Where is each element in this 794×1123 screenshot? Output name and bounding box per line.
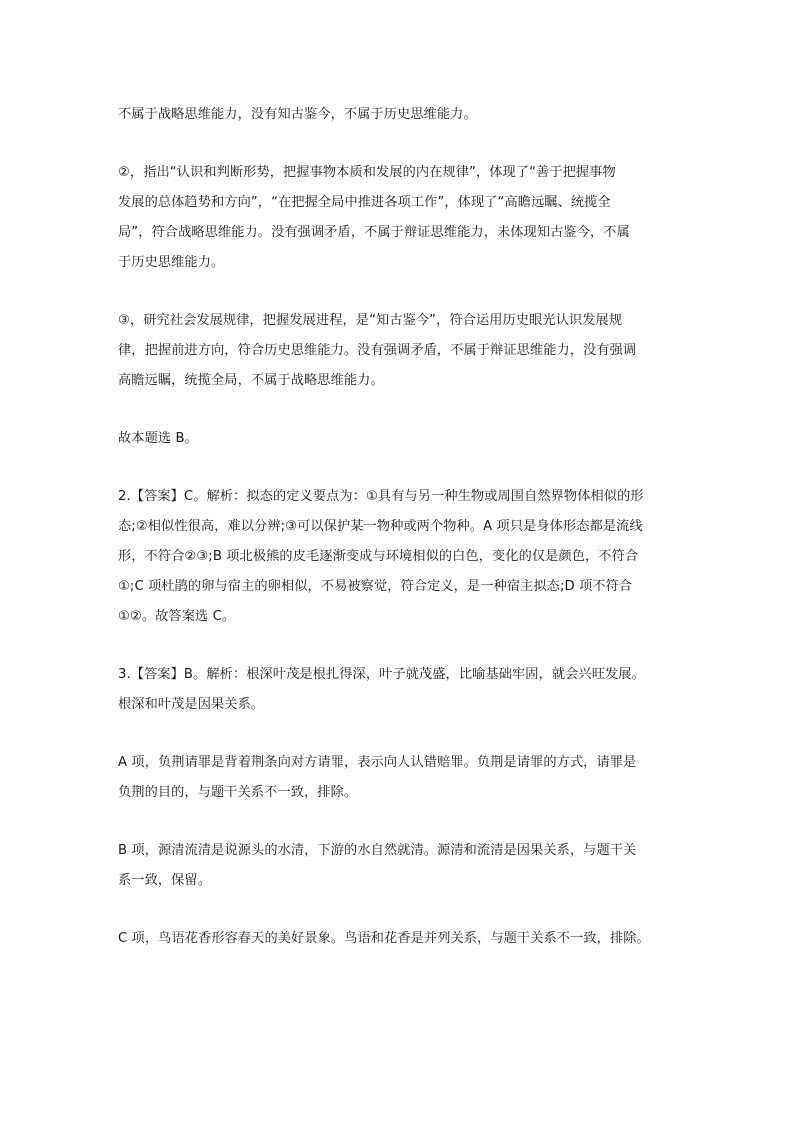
- paragraph-answer-q1: [118, 424, 678, 454]
- paragraph-question-3-answer: [118, 660, 678, 720]
- text-line: 系一致，保留。: [118, 873, 212, 888]
- text-line: 高瞻远瞩，统揽全局，不属于战略思维能力。: [118, 373, 384, 388]
- text-line: ①;C 项杜鹃的卵与宿主的卵相似，不易被察觉，符合定义，是一种宿主拟态;D 项不符合: [118, 579, 633, 594]
- text-line: ②，指出“认识和判断形势，把握事物本质和发展的内在规律”，体现了“善于把握事物: [118, 165, 616, 180]
- text-line: ③，研究社会发展规律，把握发展进程，是“知古鉴今”，符合运用历史眼光认识发展规: [118, 313, 623, 328]
- paragraph-question-2-answer: [118, 482, 678, 632]
- text-line: ①②。故答案选 C。: [118, 609, 236, 624]
- text-line: 发展的总体趋势和方向”，“在把握全局中推进各项工作”，体现了“高瞻远瞩、统揽全: [118, 195, 611, 210]
- text-line: 负荆的目的，与题干关系不一致，排除。: [118, 785, 358, 800]
- text-line: 2.【答案】C。解析：拟态的定义要点为：①具有与另一种生物或周围自然界物体相似的形: [118, 489, 644, 504]
- paragraph-option-a: [118, 748, 678, 808]
- text-line: 形，不符合②③;B 项北极熊的皮毛逐渐变成与环境相似的白色，变化的仅是颜色，不符合: [118, 549, 639, 564]
- paragraph-strategic-conclusion: [118, 100, 678, 130]
- text-line: C 项，鸟语花香形容春天的美好景象。鸟语和花香是并列关系，与题干关系不一致，排除。: [118, 931, 650, 946]
- paragraph-option-b: [118, 836, 678, 896]
- text-line: 局”，符合战略思维能力。没有强调矛盾，不属于辩证思维能力，未体现知古鉴今，不属: [118, 225, 630, 240]
- document-body: [118, 100, 678, 954]
- text-line: 律，把握前进方向，符合历史思维能力。没有强调矛盾，不属于辩证思维能力，没有强调: [118, 343, 637, 358]
- text-line: 于历史思维能力。: [118, 255, 225, 270]
- text-line: 3.【答案】B。解析：根深叶茂是根扎得深，叶子就茂盛，比喻基础牢固，就会兴旺发展。: [118, 667, 645, 682]
- text-line: 根深和叶茂是因果关系。: [118, 697, 265, 712]
- text-line: B 项，源清流清是说源头的水清，下游的水自然就清。源清和流清是因果关系，与题干关: [118, 843, 637, 858]
- paragraph-option-2-analysis: [118, 158, 678, 278]
- text-line: 态;②相似性很高，难以分辨;③可以保护某一物种或两个物种。A 项只是身体形态都是流线: [118, 519, 643, 534]
- text-line: A 项，负荆请罪是背着荆条向对方请罪，表示向人认错赔罪。负荆是请罪的方式，请罪是: [118, 755, 637, 770]
- text-line: 故本题选 B。: [118, 431, 198, 446]
- paragraph-option-c: [118, 924, 678, 954]
- text-line: 不属于战略思维能力，没有知古鉴今，不属于历史思维能力。: [118, 107, 477, 122]
- paragraph-option-3-analysis: [118, 306, 678, 396]
